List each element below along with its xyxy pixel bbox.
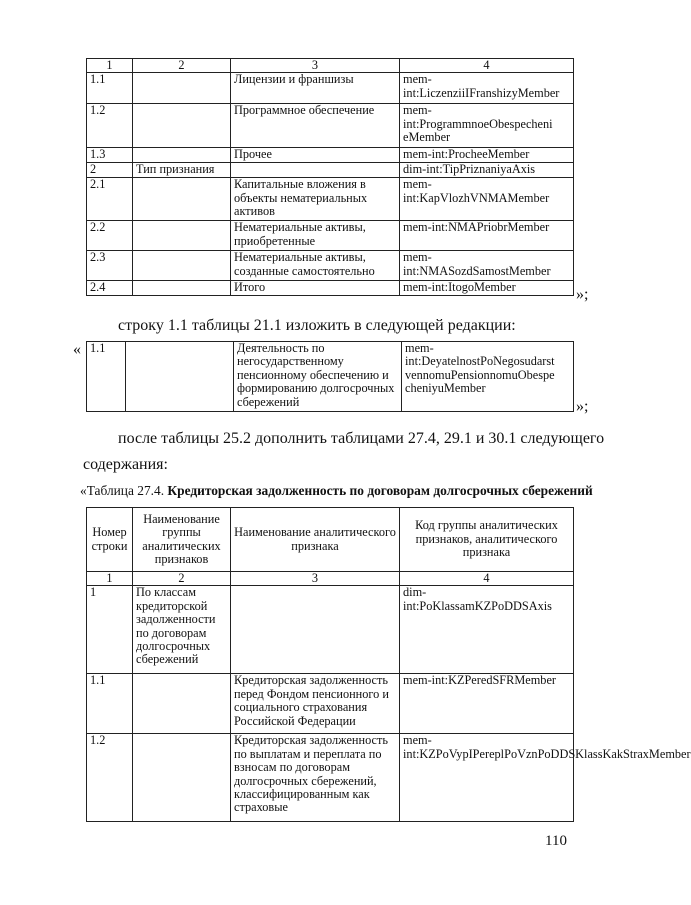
header-cell: 1 xyxy=(87,59,133,73)
group-name xyxy=(126,342,234,412)
feature-name: Капитальные вложения в объекты нематериальных активов xyxy=(231,178,400,221)
row-number: 2.4 xyxy=(87,281,133,296)
table-number-row xyxy=(87,572,574,586)
feature-code: mem-int:KZPeredSFRMember xyxy=(400,674,574,734)
feature-code: mem-int:ProcheeMember xyxy=(400,148,574,163)
table-row xyxy=(87,221,574,251)
row-number: 1.3 xyxy=(87,148,133,163)
feature-code: mem-int:KapVlozhVNMAMember xyxy=(400,178,574,221)
feature-code: dim-int:TipPriznaniyaAxis xyxy=(400,163,574,178)
table-row xyxy=(87,586,574,674)
row-number: 1.1 xyxy=(87,674,133,734)
header-cell: Наименование аналитического признака xyxy=(231,508,400,572)
header-cell: 3 xyxy=(231,572,400,586)
feature-name: Лицензии и франшизы xyxy=(231,73,400,104)
row-number: 1.1 xyxy=(87,342,126,412)
header-cell: 1 xyxy=(87,572,133,586)
group-name xyxy=(133,281,231,296)
table-row xyxy=(87,178,574,221)
feature-code: mem-int:DeyatelnostPoNegosudarst vennomuPensionnomuObespe cheniyuMember xyxy=(402,342,574,412)
group-name xyxy=(133,73,231,104)
feature-code: mem-int:NMASozdSamostMember xyxy=(400,251,574,281)
table-row xyxy=(87,674,574,734)
instruction-paragraph: строку 1.1 таблицы 21.1 изложить в следующей редакции: xyxy=(118,317,516,334)
header-cell: 4 xyxy=(400,59,574,73)
instruction-paragraph: после таблицы 25.2 дополнить таблицами 27.4, 29.1 и 30.1 следующего xyxy=(118,430,605,447)
group-name xyxy=(133,734,231,822)
row-number: 1.2 xyxy=(87,104,133,148)
group-name: По классам кредиторской задолженности по договорам долгосрочных сбережений xyxy=(133,586,231,674)
feature-code: dim-int:PoKlassamKZPoDDSAxis xyxy=(400,586,574,674)
caption-prefix: «Таблица 27.4. xyxy=(80,483,165,498)
feature-code: mem-int:LiczenziiIFranshizyMember xyxy=(400,73,574,104)
table-row xyxy=(87,281,574,296)
header-cell: 3 xyxy=(231,59,400,73)
table-header-row xyxy=(87,59,574,73)
row-number: 2.1 xyxy=(87,178,133,221)
table-row xyxy=(87,104,574,148)
instruction-paragraph-cont: содержания: xyxy=(83,456,168,473)
row-number: 2.2 xyxy=(87,221,133,251)
feature-name: Программное обеспечение xyxy=(231,104,400,148)
header-cell: Код группы аналитических признаков, аналитического признака xyxy=(400,508,574,572)
group-name xyxy=(133,221,231,251)
header-cell: 2 xyxy=(133,572,231,586)
feature-code: mem-int:ItogoMember xyxy=(400,281,574,296)
header-cell: 2 xyxy=(133,59,231,73)
group-name: Тип признания xyxy=(133,163,231,178)
closing-quote: »; xyxy=(576,286,589,303)
feature-code: mem-int:ProgrammnoeObespecheni eMember xyxy=(400,104,574,148)
group-name xyxy=(133,104,231,148)
row-number: 1 xyxy=(87,586,133,674)
feature-name: Кредиторская задолженность по выплатам и переплата по взносам по договорам долгосрочных сбережений, классифицированным как страховые xyxy=(231,734,400,822)
feature-name: Кредиторская задолженность перед Фондом пенсионного и социального страхования Российской Федерации xyxy=(231,674,400,734)
page-number: 110 xyxy=(545,833,567,849)
caption-title: Кредиторская задолженность по договорам долгосрочных сбережений xyxy=(167,483,593,498)
header-cell: Наименование группы аналитических признаков xyxy=(133,508,231,572)
table-nma-types xyxy=(86,58,574,296)
header-cell: Номер строки xyxy=(87,508,133,572)
table-row xyxy=(87,251,574,281)
group-name xyxy=(133,148,231,163)
feature-code: mem-int:NMAPriobrMember xyxy=(400,221,574,251)
table-activity-row xyxy=(86,341,574,412)
feature-name: Нематериальные активы, приобретенные xyxy=(231,221,400,251)
feature-name: Нематериальные активы, созданные самостоятельно xyxy=(231,251,400,281)
table-row xyxy=(87,73,574,104)
feature-code: mem-int:KZPoVypIPereplPoVznPoDDSKlassKakStraxMember xyxy=(400,734,574,822)
group-name xyxy=(133,178,231,221)
table-caption xyxy=(80,482,593,500)
table-row xyxy=(87,148,574,163)
header-cell: 4 xyxy=(400,572,574,586)
row-number: 2.3 xyxy=(87,251,133,281)
table-header-row xyxy=(87,508,574,572)
feature-name: Итого xyxy=(231,281,400,296)
row-number: 2 xyxy=(87,163,133,178)
opening-quote: « xyxy=(73,341,81,358)
table-row xyxy=(87,342,574,412)
row-number: 1.2 xyxy=(87,734,133,822)
feature-name: Деятельность по негосударственному пенсионному обеспечению и формированию долгосрочных сбережений xyxy=(234,342,402,412)
feature-name xyxy=(231,586,400,674)
row-number: 1.1 xyxy=(87,73,133,104)
closing-quote: »; xyxy=(576,398,589,415)
table-27-4 xyxy=(86,507,691,822)
feature-name xyxy=(231,163,400,178)
table-row xyxy=(87,163,574,178)
table-row xyxy=(87,734,574,822)
group-name xyxy=(133,251,231,281)
feature-name: Прочее xyxy=(231,148,400,163)
group-name xyxy=(133,674,231,734)
